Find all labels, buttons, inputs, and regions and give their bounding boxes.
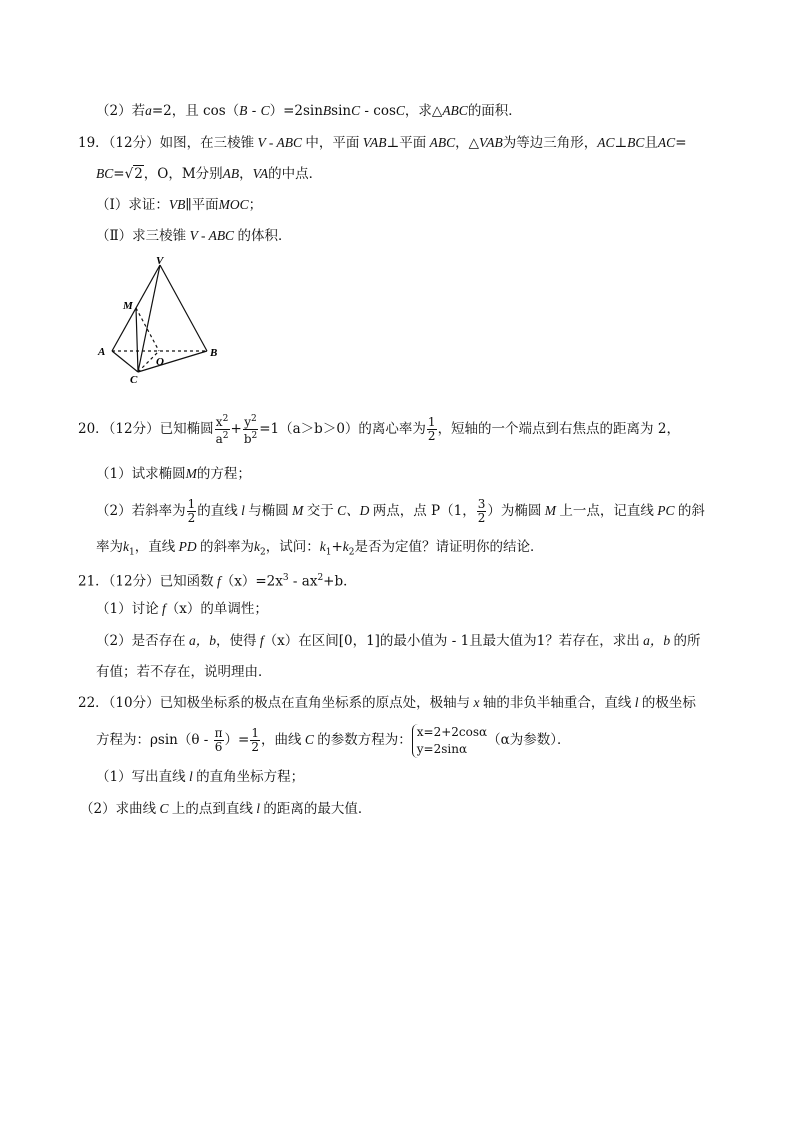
edge-vb [160,265,207,351]
edge-mo-hidden [136,308,159,351]
q20-part2-line1: （2）若斜率为 $\frac{1}{2}$ 的直线 l 与椭圆 M 交于 C、D 两点，点 P（1， $\frac{3}{2}$ ）为椭圆 M 上一点，记直线 PC 的斜 [96,497,705,525]
ellipse-y-term: $\frac{y^2}{b^2}$ [243,414,258,446]
label-a: A [98,346,106,358]
eccentricity-frac: $\frac{1}{2}$ [427,415,436,443]
q21-part2-line2: 有值；若不存在，说明理由． [96,664,272,680]
label-b: B [210,347,218,359]
pyramid-figure [92,255,222,385]
q20-part1: （1）试求椭圆M的方程； [96,466,251,482]
q21-part1: （1）讨论 f（x）的单调性； [96,601,268,617]
label-v: V [156,255,164,267]
q19-stem-line2: BC=√2，O，M分别AB，VA的中点． [96,166,323,182]
q20-part2-line2: 率为$k_1$，直线 PD 的斜率为$k_2$，试问：$k_1+k_2$是否为定值？请证明你的结论． [96,539,544,558]
q19-stem-line1: 19．（12分）如图，在三棱锥 V - ABC 中，平面 VAB⊥平面 ABC，△VAB为等边三角形，AC⊥BC且AC= [78,135,687,151]
label-m: M [123,300,133,312]
ellipse-x-term: $\frac{x^2}{a^2}$ [215,414,229,446]
edge-mc [136,308,138,372]
q21-part2-line1: （2）是否存在 a，b，使得 f（x）在区间[0，1]的最小值为 - 1且最大值为1？若存在，求出 a，b 的所 [96,633,701,649]
q22-stem: 22．（10分）已知极坐标系的极点在直角坐标系的原点处，极轴与 x 轴的非负半轴重合，直线 l 的极坐标 [78,695,696,711]
q19-part2: （Ⅱ）求三棱锥 V - ABC 的体积． [96,228,292,244]
q21-stem: 21．（12分）已知函数 $f(x)=2x^3 - ax^2+b$． [78,573,357,590]
q18-part2: （2）若a=2，且 cos（B - C）=2sinBsinC - cosC，求△ABC的面积． [96,103,522,119]
label-c: C [130,374,138,385]
q22-part1: （1）写出直线 l 的直角坐标方程； [96,769,305,785]
q20-stem: 20．（12分）已知椭圆 $\frac{x^2}{a^2}$ + $\frac{y^2}{b^2}$ =1（a＞b＞0）的离心率为 $\frac{1}{2}$ ，短轴的一个端点到右焦点的距离为 2， [78,414,680,446]
label-o: O [156,356,164,368]
parametric-system: x=2+2cosα y=2sinα [412,724,487,758]
q22-part2: （2）求曲线 C 上的点到直线 l 的距离的最大值． [80,801,372,817]
q22-equations: 方程为：ρsin（θ - $\frac{\pi}{6}$ ）= $\frac{1}{2}$ ，曲线 C 的参数方程为： x=2+2cosα y=2sinα （α为参数）． [96,724,571,756]
edge-ac [112,351,138,372]
q19-part1: （Ⅰ）求证：VB∥平面MOC； [96,197,263,213]
